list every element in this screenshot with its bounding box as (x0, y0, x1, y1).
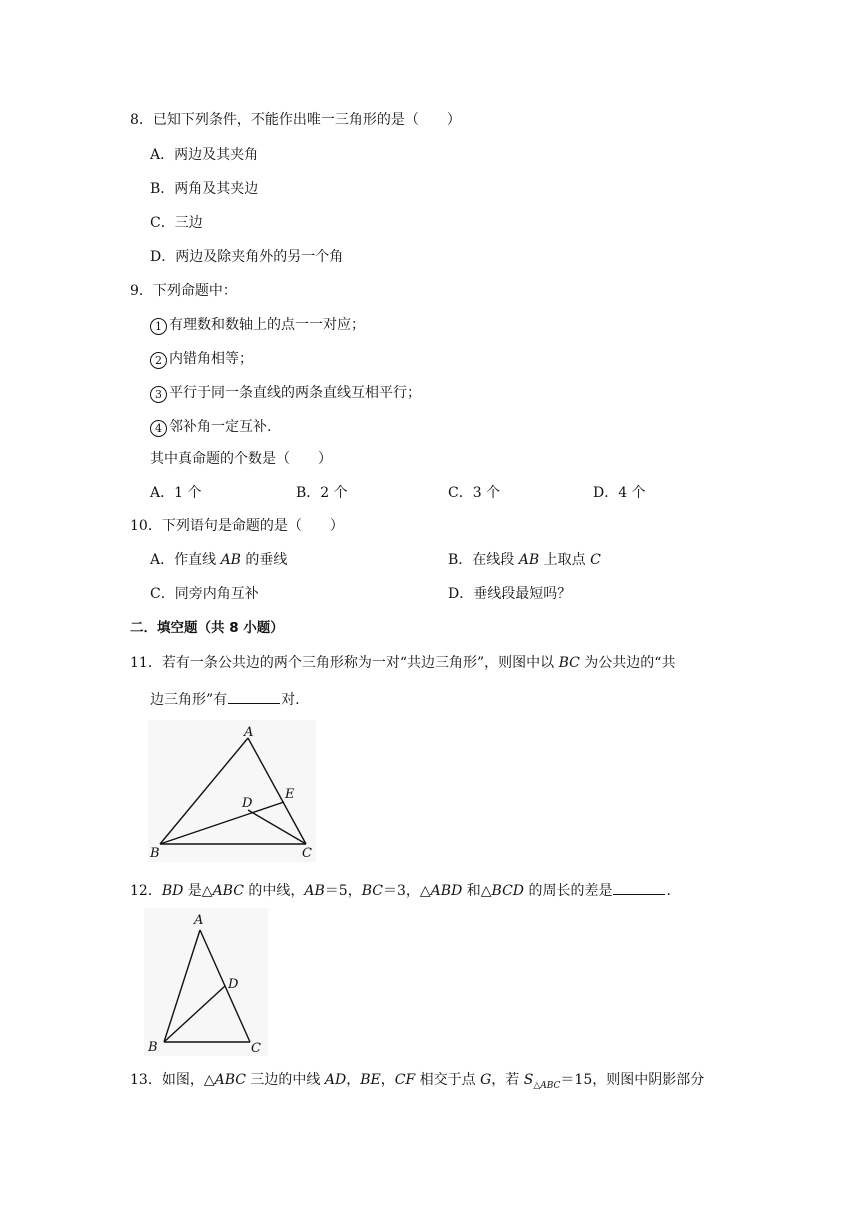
text: . (666, 883, 671, 899)
text: 的垂线 (240, 552, 288, 568)
q9-option-d: D．4 个 (593, 485, 646, 501)
math-var: BC (558, 655, 580, 671)
label-a: A (244, 725, 254, 740)
circled-number: 3 (150, 386, 167, 403)
math-var: AD (324, 1072, 347, 1088)
math-var: G (480, 1072, 492, 1088)
label-d: D (242, 796, 253, 811)
segment-be (160, 802, 284, 844)
text: ，若 (491, 1072, 524, 1088)
math-subscript: △ABC (533, 1080, 561, 1091)
circled-number: 2 (150, 352, 167, 369)
segment-ab (160, 738, 248, 844)
math-var: ABD (430, 883, 463, 899)
answer-blank (613, 880, 665, 895)
math-var: BCD (491, 883, 524, 899)
math-var: BE (360, 1072, 381, 1088)
text: A．作直线 (150, 552, 221, 568)
section-heading: 二．填空题（共 8 小题） (130, 620, 284, 636)
q9-option-a: A．1 个 (150, 485, 202, 501)
text: 上取点 (539, 552, 591, 568)
circled-number: 4 (150, 420, 167, 437)
q9-item-text: 邻补角一定互补. (169, 419, 272, 435)
math-var: BD (161, 883, 184, 899)
text: 对. (281, 692, 300, 708)
text: ， (380, 1072, 395, 1088)
label-b: B (148, 1040, 158, 1055)
text: 和△ (462, 883, 492, 899)
q9-item-2 (150, 350, 253, 369)
text: 12． (130, 883, 162, 899)
q8-option-b: B．两角及其夹边 (150, 181, 259, 197)
q9-stem: 9．下列命题中： (130, 283, 237, 299)
label-a: A (194, 913, 204, 928)
q10-option-a (150, 551, 287, 569)
q8-option-d: D．两边及除夹角外的另一个角 (150, 249, 344, 265)
label-d: D (228, 977, 239, 992)
math-var: C (590, 552, 601, 568)
label-c: C (302, 846, 312, 861)
q9-item-text: 平行于同一条直线的两条直线互相平行； (169, 385, 421, 401)
text: 是△ (183, 883, 213, 899)
text: 三边的中线 (245, 1072, 325, 1088)
q9-item-text: 内错角相等； (169, 351, 253, 367)
q9-question: 其中真命题的个数是（ ） (150, 451, 332, 467)
text: 的中线， (243, 883, 305, 899)
text: ＝15，则图中阴影部分 (560, 1072, 705, 1088)
text: B．在线段 (448, 552, 519, 568)
text: 边三角形”有 (150, 692, 228, 708)
q9-item-text: 有理数和数轴上的点一一对应； (169, 317, 365, 333)
circled-number: 1 (150, 318, 167, 335)
q10-option-c: C．同旁内角互补 (150, 586, 259, 602)
text: 为公共边的“共 (579, 655, 676, 671)
math-var: AB (518, 552, 540, 568)
q9-item-4 (150, 418, 271, 437)
q11-line-1 (130, 654, 675, 672)
math-var: BC (361, 883, 383, 899)
q10-option-b (448, 551, 601, 569)
q11-figure (148, 720, 316, 862)
q8-option-a: A．两边及其夹角 (150, 147, 259, 163)
q8-option-c: C．三边 (150, 215, 203, 231)
triangle-abc-figure (148, 720, 316, 862)
text: 13．如图，△ (130, 1072, 215, 1088)
q8-stem: 8．已知下列条件，不能作出唯一三角形的是（ ） (130, 112, 461, 128)
math-var: S (523, 1072, 534, 1088)
q9-item-1 (150, 316, 365, 335)
text: ＝3，△ (382, 883, 431, 899)
q10-option-d: D．垂线段最短吗？ (448, 586, 572, 602)
segment-ac (248, 738, 306, 844)
q9-item-3 (150, 384, 421, 403)
math-var: AB (304, 883, 325, 899)
text: ， (346, 1072, 361, 1088)
triangle-abc-median-figure (144, 908, 268, 1056)
q10-stem: 10．下列语句是命题的是（ ） (130, 518, 344, 534)
label-e: E (285, 787, 295, 802)
math-var: CF (394, 1072, 416, 1088)
q9-option-b: B．2 个 (296, 485, 348, 501)
q12-figure (144, 908, 268, 1056)
q13-stem (130, 1071, 704, 1095)
text: 的周长的差是 (524, 883, 613, 899)
answer-blank (228, 689, 280, 704)
math-var: ABC (214, 1072, 246, 1088)
text: 11．若有一条公共边的两个三角形称为一对“共边三角形”，则图中以 (130, 655, 559, 671)
q9-option-c: C．3 个 (448, 485, 501, 501)
math-var: AB (220, 552, 241, 568)
text: 相交于点 (415, 1072, 481, 1088)
label-c: C (251, 1041, 261, 1056)
q11-line-2 (150, 689, 300, 709)
q12-stem (130, 880, 671, 900)
math-var: ABC (212, 883, 244, 899)
label-b: B (150, 846, 160, 861)
text: ＝5， (324, 883, 362, 899)
